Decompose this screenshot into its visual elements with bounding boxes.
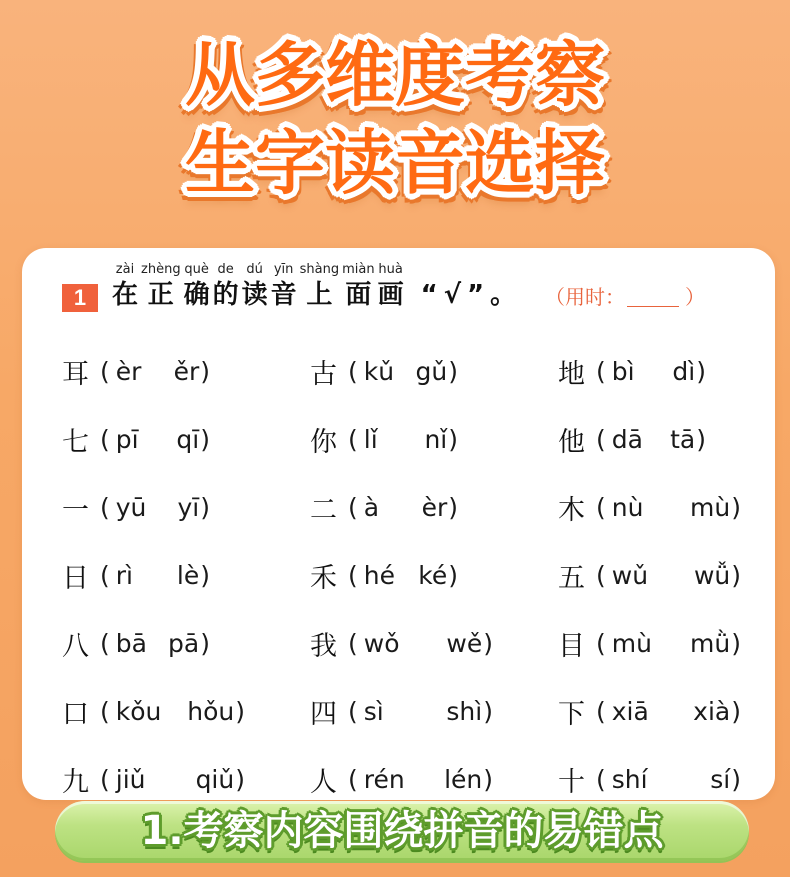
pinyin-choice-item xyxy=(558,541,758,609)
pinyin-option: à xyxy=(363,492,380,522)
close-paren: ) xyxy=(200,628,210,658)
pinyin-choice-item xyxy=(310,405,558,473)
pinyin-options xyxy=(100,357,210,386)
instruction-pinyin: zài xyxy=(115,262,135,277)
instruction-pinyin: dú xyxy=(246,262,263,277)
close-paren: ) xyxy=(731,492,741,522)
open-paren: ( xyxy=(596,424,606,454)
open-paren: ( xyxy=(348,628,358,658)
pinyin-options xyxy=(596,697,741,726)
pinyin-option: nǐ xyxy=(424,424,448,454)
pinyin-option: dì xyxy=(672,356,696,386)
instruction-pinyin: shàng xyxy=(299,262,340,277)
pinyin-option: bì xyxy=(611,356,635,386)
feature-banner xyxy=(55,801,749,861)
instruction-hanzi: 面 xyxy=(345,280,372,310)
pinyin-options xyxy=(100,765,245,794)
open-paren: ( xyxy=(100,356,110,386)
pinyin-options xyxy=(348,765,493,794)
pinyin-options xyxy=(348,697,493,726)
close-paren: ) xyxy=(200,560,210,590)
instruction-hanzi: 音 xyxy=(270,280,297,310)
instruction-char-unit xyxy=(342,262,374,312)
pinyin-option: bā xyxy=(115,628,147,658)
open-paren: ( xyxy=(100,696,110,726)
close-paren: ) xyxy=(448,424,458,454)
close-paren: ) xyxy=(448,560,458,590)
pinyin-option: èr xyxy=(421,492,448,522)
pinyin-options xyxy=(348,493,458,522)
close-paren: ) xyxy=(696,356,706,386)
pinyin-option: èr xyxy=(115,356,142,386)
pinyin-options xyxy=(100,629,210,658)
time-label-close: ） xyxy=(685,285,705,309)
pinyin-choice-item xyxy=(310,541,558,609)
instruction-hanzi: 确 xyxy=(183,280,210,310)
pinyin-option: ké xyxy=(418,560,448,590)
feature-banner-text: 1.考察内容围绕拼音的易错点 xyxy=(140,808,664,854)
open-paren: ( xyxy=(100,764,110,794)
pinyin-options xyxy=(596,629,741,658)
character: 八 xyxy=(62,630,89,662)
pinyin-choice-item xyxy=(310,337,558,405)
instruction-hanzi: 的 xyxy=(212,280,239,310)
open-paren: ( xyxy=(348,356,358,386)
close-paren: ) xyxy=(200,356,210,386)
choice-grid xyxy=(62,337,758,813)
instruction-char-unit xyxy=(141,262,181,312)
open-paren: ( xyxy=(348,492,358,522)
character: 下 xyxy=(558,698,585,730)
pinyin-options xyxy=(596,561,741,590)
character: 人 xyxy=(310,766,337,798)
pinyin-option: mù xyxy=(690,492,731,522)
instruction xyxy=(112,262,522,312)
instruction-char-unit xyxy=(271,262,297,312)
pinyin-option: shì xyxy=(446,696,483,726)
pinyin-choice-item xyxy=(558,473,758,541)
instruction-pinyin: què xyxy=(184,262,209,277)
close-paren: ) xyxy=(696,424,706,454)
pinyin-option: lè xyxy=(176,560,200,590)
pinyin-option: qiǔ xyxy=(195,764,235,794)
instruction-pinyin: de xyxy=(217,262,234,277)
close-paren: ) xyxy=(483,696,493,726)
character: 他 xyxy=(558,426,585,458)
open-paren: ( xyxy=(100,560,110,590)
pinyin-option: tā xyxy=(670,424,696,454)
open-paren: ( xyxy=(348,560,358,590)
character: 七 xyxy=(62,426,89,458)
pinyin-choice-item xyxy=(558,677,758,745)
pinyin-choice-item xyxy=(62,405,310,473)
time-label xyxy=(545,285,705,309)
pinyin-options xyxy=(348,357,458,386)
character: 我 xyxy=(310,630,337,662)
pinyin-option: hé xyxy=(363,560,395,590)
pinyin-options xyxy=(100,493,210,522)
pinyin-options xyxy=(100,425,210,454)
pinyin-option: xià xyxy=(693,696,731,726)
close-paren: ) xyxy=(483,628,493,658)
character: 耳 xyxy=(62,358,89,390)
pinyin-option: yī xyxy=(177,492,200,522)
pinyin-option: xiā xyxy=(611,696,649,726)
pinyin-option: sì xyxy=(363,696,384,726)
pinyin-option: jiǔ xyxy=(115,764,146,794)
open-paren: ( xyxy=(348,764,358,794)
character: 古 xyxy=(310,358,337,390)
pinyin-option: lǐ xyxy=(363,424,378,454)
pinyin-option: lén xyxy=(444,764,483,794)
character: 口 xyxy=(62,698,89,730)
character: 你 xyxy=(310,426,337,458)
character: 目 xyxy=(558,630,585,662)
pinyin-options xyxy=(348,561,458,590)
pinyin-choice-item xyxy=(62,677,310,745)
pinyin-option: gǔ xyxy=(415,356,448,386)
close-paren: ) xyxy=(731,560,741,590)
pinyin-choice-item xyxy=(310,609,558,677)
open-paren: ( xyxy=(348,696,358,726)
character: 九 xyxy=(62,766,89,798)
character: 二 xyxy=(310,494,337,526)
exercise-number-badge: 1 xyxy=(62,284,98,312)
pinyin-option: qī xyxy=(176,424,200,454)
pinyin-option: kǔ xyxy=(363,356,395,386)
open-paren: ( xyxy=(596,560,606,590)
open-paren: ( xyxy=(596,764,606,794)
pinyin-choice-item xyxy=(310,677,558,745)
character: 日 xyxy=(62,562,89,594)
pinyin-option: hǒu xyxy=(187,696,235,726)
open-paren: ( xyxy=(596,356,606,386)
worksheet-card xyxy=(22,248,775,800)
pinyin-option: ěr xyxy=(173,356,200,386)
open-paren: ( xyxy=(348,424,358,454)
close-paren: ) xyxy=(235,696,245,726)
instruction-hanzi: 在 xyxy=(112,280,139,310)
character: 五 xyxy=(558,562,585,594)
pinyin-option: wǔ xyxy=(611,560,649,590)
pinyin-option: sí xyxy=(710,764,731,794)
pinyin-choice-item xyxy=(310,473,558,541)
pinyin-option: rén xyxy=(363,764,405,794)
pinyin-option: wǒ xyxy=(363,628,400,658)
close-paren: ) xyxy=(731,628,741,658)
pinyin-choice-item xyxy=(558,337,758,405)
instruction-pinyin: miàn xyxy=(342,262,375,277)
instruction-char-unit xyxy=(184,262,210,312)
pinyin-options xyxy=(348,629,493,658)
instruction-char-unit xyxy=(300,262,339,312)
close-paren: ) xyxy=(200,492,210,522)
pinyin-choice-item xyxy=(62,609,310,677)
pinyin-options xyxy=(596,357,706,386)
instruction-pinyin: zhèng xyxy=(141,262,181,277)
instruction-hanzi: 正 xyxy=(147,280,174,310)
pinyin-option: mǜ xyxy=(690,628,731,658)
close-paren: ) xyxy=(731,764,741,794)
close-paren: ) xyxy=(200,424,210,454)
title-line-1: 从多维度考察 xyxy=(185,34,605,116)
pinyin-choice-item xyxy=(62,337,310,405)
character: 四 xyxy=(310,698,337,730)
pinyin-option: yū xyxy=(115,492,147,522)
pinyin-option: kǒu xyxy=(115,696,162,726)
instruction-char-unit xyxy=(378,262,404,312)
pinyin-options xyxy=(348,425,458,454)
pinyin-option: pā xyxy=(168,628,200,658)
instruction-hanzi: 画 xyxy=(377,280,404,310)
instruction-pinyin: yīn xyxy=(273,262,294,277)
pinyin-choice-item xyxy=(62,541,310,609)
pinyin-options xyxy=(596,425,706,454)
pinyin-option: mù xyxy=(611,628,652,658)
close-paren: ) xyxy=(731,696,741,726)
character: 禾 xyxy=(310,562,337,594)
instruction-tail: “√”。 xyxy=(420,280,523,310)
time-label-open: （用时： xyxy=(545,285,625,309)
close-paren: ) xyxy=(483,764,493,794)
open-paren: ( xyxy=(596,628,606,658)
main-title xyxy=(0,31,790,207)
open-paren: ( xyxy=(596,696,606,726)
pinyin-option: pī xyxy=(115,424,139,454)
pinyin-choice-item xyxy=(62,473,310,541)
pinyin-option: nù xyxy=(611,492,644,522)
open-paren: ( xyxy=(596,492,606,522)
pinyin-options xyxy=(596,765,741,794)
pinyin-choice-item xyxy=(558,405,758,473)
instruction-hanzi: 读 xyxy=(241,280,268,310)
close-paren: ) xyxy=(448,356,458,386)
character: 地 xyxy=(558,358,585,390)
pinyin-option: shí xyxy=(611,764,648,794)
close-paren: ) xyxy=(235,764,245,794)
character: 十 xyxy=(558,766,585,798)
pinyin-option: wě xyxy=(446,628,483,658)
instruction-char-unit xyxy=(213,262,239,312)
instruction-pinyin: huà xyxy=(378,262,403,277)
time-blank xyxy=(627,286,679,307)
pinyin-option: rì xyxy=(115,560,133,590)
character: 一 xyxy=(62,494,89,526)
pinyin-choice-item xyxy=(558,609,758,677)
open-paren: ( xyxy=(100,424,110,454)
instruction-hanzi: 上 xyxy=(306,280,333,310)
close-paren: ) xyxy=(448,492,458,522)
title-line-2: 生字读音选择 xyxy=(185,122,605,204)
instruction-char-unit xyxy=(112,262,138,312)
pinyin-options xyxy=(100,561,210,590)
open-paren: ( xyxy=(100,492,110,522)
open-paren: ( xyxy=(100,628,110,658)
pinyin-option: wǚ xyxy=(693,560,731,590)
character: 木 xyxy=(558,494,585,526)
instruction-char-unit xyxy=(242,262,268,312)
pinyin-options xyxy=(100,697,245,726)
pinyin-option: dā xyxy=(611,424,643,454)
pinyin-options xyxy=(596,493,741,522)
